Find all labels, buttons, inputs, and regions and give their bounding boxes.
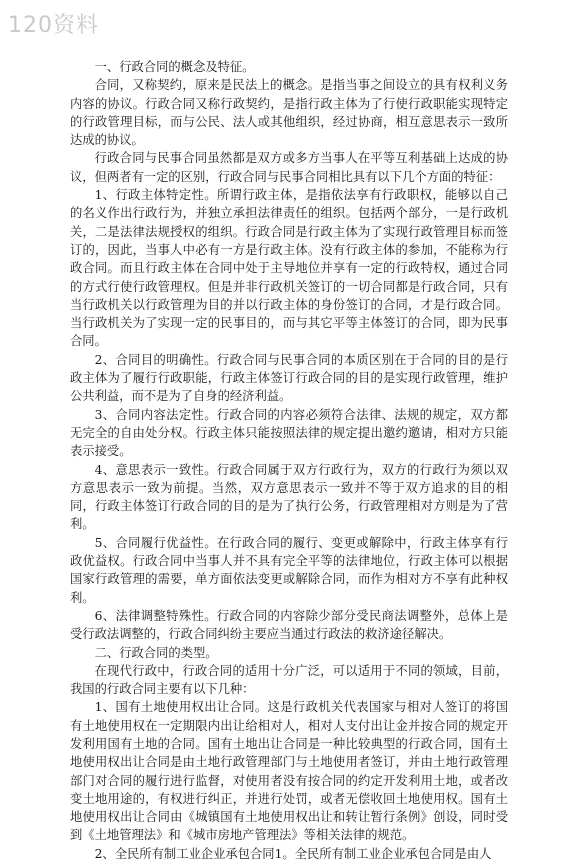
paragraph: 6、法律调整特殊性。行政合同的内容除少部分受民商法调整外，总体上是受行政法调整的，行政合同纠纷主要应当通过行政法的救济途径解决。 [70, 608, 508, 642]
paragraph: 2、全民所有制工业企业承包合同1。全民所有制工业企业承包合同是由人 [94, 846, 492, 861]
paragraph: 在现代行政中，行政合同的适用十分广泛，可以适用于不同的领域，目前，我国的行政合同主要有以下几种： [70, 663, 508, 697]
paragraph: 1、行政主体特定性。所谓行政主体，是指依法享有行政职权，能够以自己的名义作出行政行为，并独立承担法律责任的组织。包括两个部分，一是行政机关，二是法律法规授权的组织。行政合同是行政主体为了实现行政管理目标而签订的，因此，当事人中必有一方是行政主体。没有行政主体的参加，不能称为行政合同。而且行政主体在合同中处于主导地位并享有一定的行政特权，通过合同的方式行使行政管理权。但是并非行政机关签订的一切合同都是行政合同，只有当行政机关以行政管理为目的并以行政主体的身份签订的合同，才是行政合同。当行政机关为了实现一定的民事目的，而与其它平等主体签订的合同，即为民事合同。 [70, 188, 508, 349]
section-heading-1: 一、行政合同的概念及特征。 [94, 60, 255, 74]
paragraph: 2、合同目的明确性。行政合同与民事合同的本质区别在于合同的目的是行政主体为了履行行政职能，行政主体签订行政合同的目的是实现行政管理，维护公共利益，而不是为了自身的经济利益。 [70, 352, 508, 404]
paragraph: 3、合同内容法定性。行政合同的内容必须符合法律、法规的规定，双方都无完全的自由处分权。行政主体只能按照法律的规定提出邀约邀请，相对方只能表示接受。 [70, 407, 508, 459]
paragraph: 5、合同履行优益性。在行政合同的履行、变更或解除中，行政主体享有行政优益权。行政合同中当事人并不具有完全平等的法律地位，行政主体可以根据国家行政管理的需要，单方面依法变更或解除合同，而作为相对方不享有此种权利。 [70, 535, 508, 605]
document-body [70, 58, 508, 863]
watermark: 120资料 [8, 13, 99, 38]
paragraph: 1、国有土地使用权出让合同。这是行政机关代表国家与相对人签订的将国有土地使用权在一定期限内出让给相对人，相对人支付出让金并按合同的规定开发利用国有土地的合同。国有土地出让合同是一种比较典型的行政合同，国有土地使用权出让合同是由土地行政管理部门与土地使用者签订，并由土地行政管理部门对合同的履行进行监督，对使用者没有按合同的约定开发利用土地，或者改变土地用途的，有权进行纠正，并进行处罚，或者无偿收回土地使用权。国有土地使用权出让合同由《城镇国有土地使用权出让和转让暂行条例》创设，同时受到《土地管理法》和《城市房地产管理法》等相关法律的规范。 [70, 700, 508, 843]
paragraph: 4、意思表示一致性。行政合同属于双方行政行为，双方的行政行为须以双方意思表示一致为前提。当然，双方意思表示一致并不等于双方追求的目的相同，行政主体签订行政合同的目的是为了执行公务，行政管理相对方则是为了营利。 [70, 462, 508, 532]
paragraph: 合同，又称契约，原来是民法上的概念。是指当事之间设立的具有权利义务内容的协议。行政合同又称行政契约，是指行政主体为了行使行政职能实现特定的行政管理目标，而与公民、法人或其他组织，经过协商，相互意思表示一致所达成的协议。 [70, 78, 508, 148]
paragraph: 行政合同与民事合同虽然都是双方或多方当事人在平等互利基础上达成的协议，但两者有一定的区别，行政合同与民事合同相比具有以下几个方面的特征： [70, 151, 508, 184]
section-heading-2: 二、行政合同的类型。 [94, 645, 218, 660]
